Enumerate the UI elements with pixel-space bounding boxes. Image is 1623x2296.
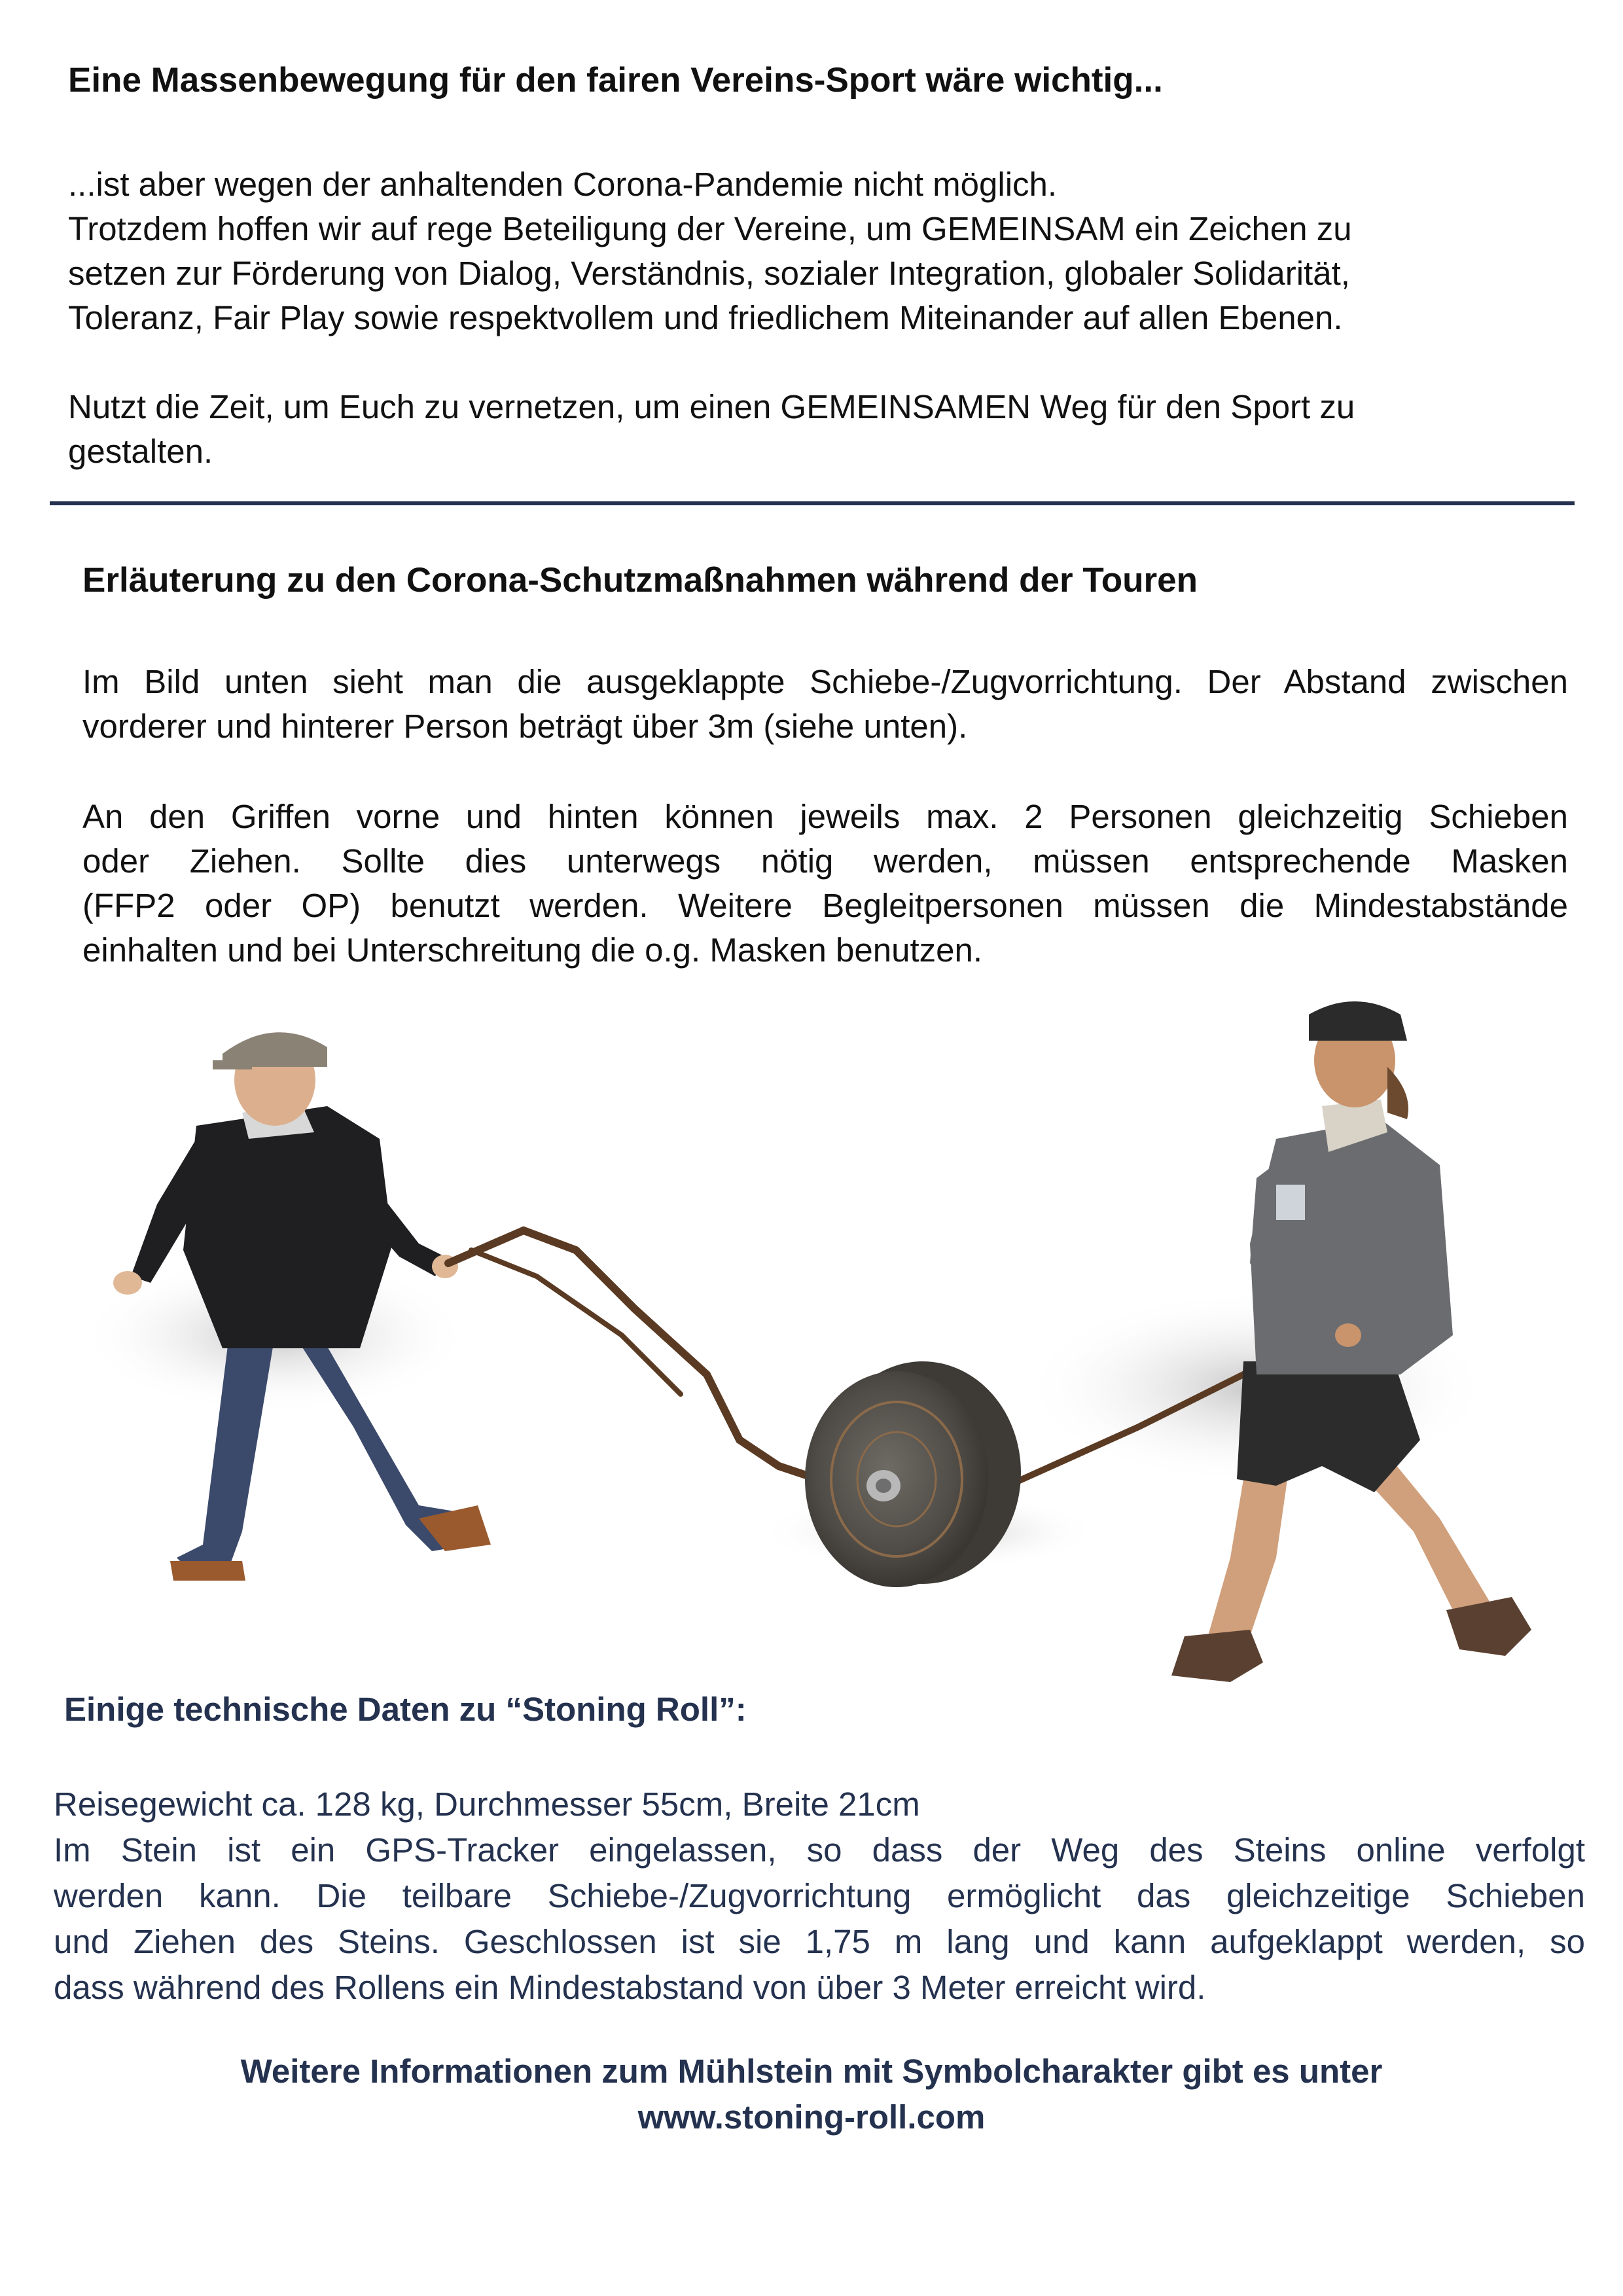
tech-line: werden kann. Die teilbare Schiebe-/Zugvorrichtung ermöglicht das gleichzeitige Schieben [54,1877,1585,1914]
section2-line: einhalten und bei Unterschreitung die o.g. Masken benutzen. [82,931,983,969]
section2-line: (FFP2 oder OP) benutzt werden. Weitere Begleitpersonen müssen die Mindestabstände [82,887,1568,924]
footer-text: Weitere Informationen zum Mühlstein mit Symbolcharakter gibt es unter [240,2053,1383,2090]
tech-line: Reisegewicht ca. 128 kg, Durchmesser 55cm, Breite 21cm [54,1785,920,1823]
section2-line: oder Ziehen. Sollte dies unterwegs nötig werden, müssen entsprechende Masken [82,842,1568,880]
section1-body [68,162,1567,474]
footer-url-link[interactable]: www.stoning-roll.com [637,2098,986,2136]
section1-line: setzen zur Förderung von Dialog, Verständnis, sozialer Integration, globaler Solidarität, [68,255,1350,292]
section1-heading: Eine Massenbewegung für den fairen Vereins-Sport wäre wichtig... [68,61,1163,99]
section1-line: Trotzdem hoffen wir auf rege Beteiligung der Vereine, um GEMEINSAM ein Zeichen zu [68,210,1352,247]
section1-line: ...ist aber wegen der anhaltenden Corona-Pandemie nicht möglich. [68,166,1058,203]
section1-line: gestalten. [68,433,213,470]
section2-heading: Erläuterung zu den Corona-Schutzmaßnahmen während der Touren [82,561,1198,600]
section2-paragraph-1 [82,660,1568,749]
tech-body [54,1782,1585,2011]
footer [0,2049,1623,2140]
section-divider [50,501,1575,505]
section2-line: vorderer und hinterer Person beträgt über 3m (siehe unten). [82,708,968,745]
tech-heading: Einige technische Daten zu “Stoning Roll”: [64,1691,747,1728]
section2-line: Im Bild unten sieht man die ausgeklappte Schiebe-/Zugvorrichtung. Der Abstand zwischen [82,663,1568,700]
section1-line: Toleranz, Fair Play sowie respektvollem und friedlichem Miteinander auf allen Ebenen. [68,299,1343,336]
millstone [805,1361,1021,1587]
tech-line: Im Stein ist ein GPS-Tracker eingelassen, so dass der Weg des Steins online verfolgt [54,1831,1585,1869]
tech-line: dass während des Rollens ein Mindestabstand von über 3 Meter erreicht wird. [54,1969,1206,2006]
tech-line: und Ziehen des Steins. Geschlossen ist sie 1,75 m lang und kann aufgeklappt werden, so [54,1923,1585,1960]
section1-blank [68,340,1567,385]
section1-line: Nutzt die Zeit, um Euch zu vernetzen, um einen GEMEINSAMEN Weg für den Sport zu [68,388,1355,425]
section2-line: An den Griffen vorne und hinten können jeweils max. 2 Personen gleichzeitig Schieben [82,798,1568,835]
section2-paragraph-2 [82,795,1568,973]
